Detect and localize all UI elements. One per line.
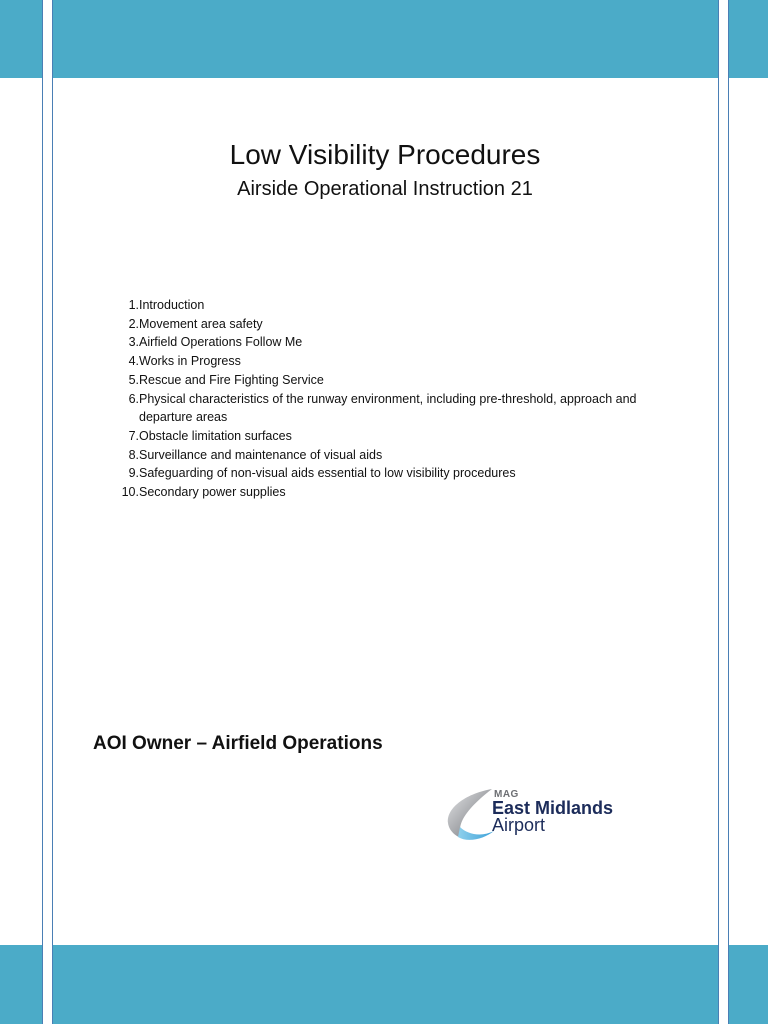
list-item: [100, 352, 680, 371]
item-number: 3.: [128, 335, 139, 350]
item-text: Obstacle limitation surfaces: [139, 428, 292, 443]
aoi-owner: AOI Owner – Airfield Operations: [93, 733, 383, 754]
header-band-right: [728, 0, 768, 78]
list-item: [100, 390, 680, 427]
list-item: [100, 464, 680, 483]
margin-rule: [718, 0, 719, 1024]
document-title: Low Visibility Procedures: [229, 139, 541, 170]
list-item: [100, 296, 680, 315]
footer-band-right: [728, 945, 768, 1024]
list-item: [100, 371, 680, 390]
list-item: [100, 315, 680, 334]
margin-rule: [42, 0, 43, 1024]
item-text: Movement area safety: [139, 316, 263, 331]
item-number: 8.: [128, 447, 139, 462]
item-number: 5.: [128, 372, 139, 387]
item-number: 6.: [128, 391, 139, 406]
logo-mag: MAG: [494, 789, 519, 800]
item-text: Secondary power supplies: [139, 485, 286, 500]
header-band-left: [0, 0, 42, 78]
item-text: Rescue and Fire Fighting Service: [139, 372, 324, 387]
item-text: Surveillance and maintenance of visual aids: [139, 447, 383, 462]
item-number: 4.: [128, 354, 139, 369]
item-text: Airfield Operations Follow Me: [139, 335, 303, 350]
item-number: 1.: [128, 298, 139, 312]
item-text: Introduction: [139, 298, 205, 312]
item-number: 2.: [128, 316, 139, 331]
document-subtitle: Airside Operational Instruction 21: [237, 178, 533, 200]
item-text: Works in Progress: [139, 354, 241, 369]
logo-name: East Midlands: [492, 798, 614, 818]
item-number: 10.: [121, 485, 139, 500]
header-band: [52, 0, 718, 78]
item-number: 9.: [128, 466, 139, 481]
margin-rule: [728, 0, 729, 1024]
list-item: [100, 333, 680, 352]
logo-sub: Airport: [492, 815, 546, 835]
contents-list: [100, 296, 680, 502]
east-midlands-airport-logo: [444, 785, 664, 845]
item-number: 7.: [128, 428, 139, 443]
item-text: Physical characteristics of the runway environment, including pre-threshold, approach and departure areas: [139, 391, 637, 425]
list-item: [100, 483, 680, 502]
list-item: [100, 427, 680, 446]
footer-band: [52, 945, 718, 1024]
footer-band-left: [0, 945, 42, 1024]
list-item: [100, 446, 680, 465]
item-text: Safeguarding of non-visual aids essential to low visibility procedures: [139, 466, 516, 481]
